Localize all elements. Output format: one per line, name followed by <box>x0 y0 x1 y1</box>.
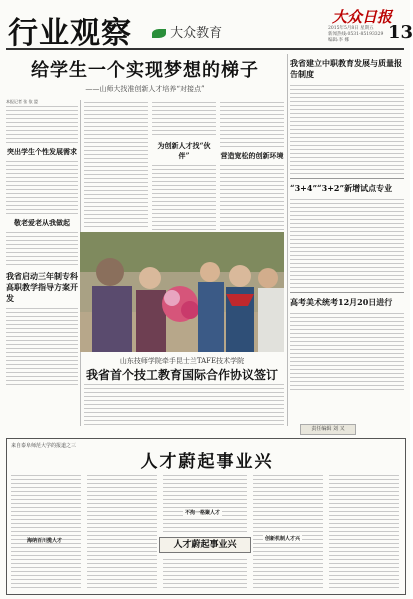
middle-column-b <box>152 100 216 243</box>
body-text-block <box>163 557 247 589</box>
body-text-block <box>152 100 216 138</box>
body-text-block <box>220 163 284 233</box>
body-text-block <box>329 473 399 589</box>
photo-caption-kicker: 山东技师学院牵手昆士兰TAFE技术学院 <box>119 357 245 365</box>
body-text-block <box>6 230 78 268</box>
divider <box>290 178 404 179</box>
feature-headline: 人才蔚起事业兴 <box>140 452 274 472</box>
photo-caption-headline: 我省首个技工教育国际合作协议签订 <box>85 368 278 382</box>
feature-subheading-2: 不拘一格聚人才 <box>185 510 221 516</box>
left-section-heading-1: 突出学生个性发展需求 <box>7 147 77 156</box>
feature-inset-label: 人才蔚起事业兴 <box>159 537 251 553</box>
right-story-1-title: 我省建立中职教育发展与质量报告制度 <box>290 58 402 79</box>
body-text-block <box>6 306 78 386</box>
editor-badge: 责任编辑 刘 又 <box>300 424 356 435</box>
column-divider <box>287 54 288 426</box>
left-section-heading-2: 敬老爱老从我做起 <box>14 218 70 227</box>
sub-brand-logo-icon <box>152 29 166 38</box>
issue-info: 2015年5月8日 星期五 新闻热线:0531-85193329 编辑:李 娜 <box>328 26 384 43</box>
body-text-block <box>11 473 81 589</box>
section-title: 行业观察 <box>8 16 132 51</box>
feature-subheading-1: 海纳百川揽人才 <box>27 538 63 544</box>
body-text-block <box>6 104 78 144</box>
body-text-block <box>290 311 404 391</box>
mid-section-heading-2: 营造宽松的创新环境 <box>220 151 284 160</box>
divider <box>290 292 404 293</box>
page-header <box>6 4 413 51</box>
right-column <box>290 54 404 426</box>
lead-subheadline: ——山师大找准创新人才培养“对接点” <box>85 85 205 93</box>
left-story-title: 我省启动三年制专科高职教学指导方案开发 <box>6 271 78 303</box>
body-text-block <box>84 382 284 426</box>
sub-brand: 大众教育 <box>152 22 222 41</box>
bottom-feature <box>6 438 406 595</box>
lead-byline: 本报记者 张 依 盟 <box>6 99 38 104</box>
lead-headline: 给学生一个实现梦想的梯子 <box>31 60 259 81</box>
mid-section-heading-1: 为创新人才找“伙伴” <box>157 141 211 160</box>
right-story-3-title: 高考美术统考12月20日进行 <box>290 297 393 307</box>
body-text-block <box>290 197 404 289</box>
lead-article-head <box>6 56 284 94</box>
left-column <box>6 100 78 386</box>
page-number: 13 <box>388 22 413 43</box>
right-story-2-title: “3+4”“3+2”新增试点专业 <box>290 183 393 193</box>
series-tag: 来自泰阜师范大学的报道之三 <box>11 443 77 449</box>
body-text-block <box>163 473 247 533</box>
body-text-block <box>290 83 404 175</box>
middle-column-c <box>220 100 284 233</box>
feature-subheading-3: 创新机制人才兴 <box>265 536 301 542</box>
photo-story-body <box>84 382 284 426</box>
body-text-block <box>253 473 323 589</box>
body-text-block <box>87 473 157 589</box>
body-text-block <box>220 100 284 148</box>
masthead-logo: 大众日报 <box>332 8 393 26</box>
body-text-block <box>6 159 78 215</box>
body-text-block <box>84 100 148 230</box>
body-text-block <box>152 163 216 243</box>
news-photo <box>80 232 284 352</box>
middle-column-a <box>84 100 148 230</box>
